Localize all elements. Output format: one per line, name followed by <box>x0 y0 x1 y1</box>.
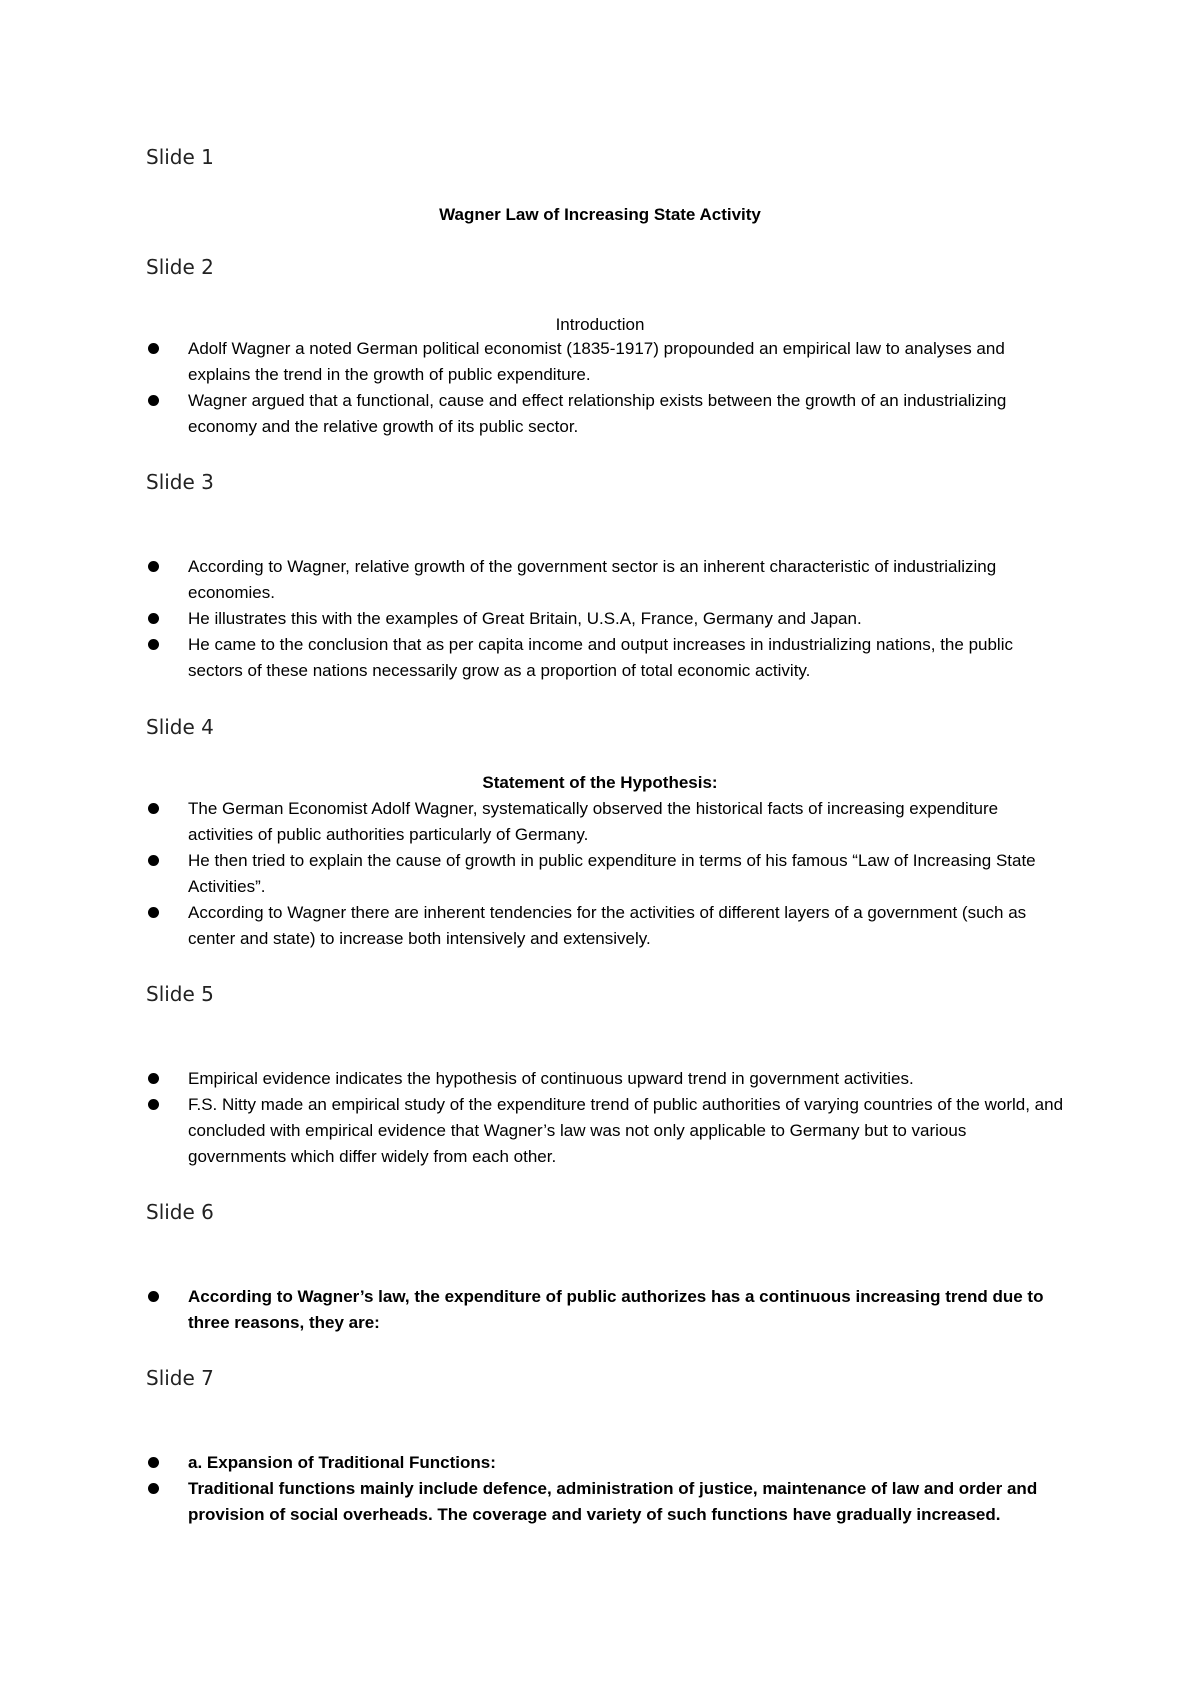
list-item <box>146 336 1066 388</box>
list-item <box>146 1092 1066 1170</box>
slide-4-label: Slide 4 <box>146 715 214 739</box>
bullet-text: a. Expansion of Traditional Functions: <box>188 1453 496 1472</box>
bullet-text: F.S. Nitty made an empirical study of the expenditure trend of public authorities of varying countries of the world, and concluded with empirical evidence that Wagner’s law was not only applicable to Germany but to various governments which differ widely from each other. <box>188 1095 1064 1166</box>
bullet-text: He then tried to explain the cause of growth in public expenditure in terms of his famous “Law of Increasing State Activities”. <box>188 851 1036 896</box>
slide-3-label: Slide 3 <box>146 470 214 494</box>
slide-7-label: Slide 7 <box>146 1366 214 1390</box>
list-item <box>146 388 1066 440</box>
bullet-icon <box>148 907 159 918</box>
bullet-text: Adolf Wagner a noted German political economist (1835-1917) propounded an empirical law to analyses and explains the trend in the growth of public expenditure. <box>188 339 1005 384</box>
bullet-icon <box>148 343 159 354</box>
bullet-icon <box>148 1073 159 1084</box>
bullet-icon <box>148 1457 159 1468</box>
slide-7-bullet-list <box>146 1450 1066 1528</box>
list-item <box>146 606 1066 632</box>
slide-2-bullet-list <box>146 336 1066 440</box>
bullet-icon <box>148 1483 159 1494</box>
list-item <box>146 554 1066 606</box>
list-item <box>146 632 1066 684</box>
list-item <box>146 900 1066 952</box>
bullet-text: Wagner argued that a functional, cause and effect relationship exists between the growth of an industrializing economy and the relative growth of its public sector. <box>188 391 1007 436</box>
list-item <box>146 796 1066 848</box>
slide-6-bullet-list <box>146 1284 1066 1336</box>
list-item <box>146 1450 1066 1476</box>
slide-4-heading: Statement of the Hypothesis: <box>482 773 718 792</box>
slide-5-bullet-list <box>146 1066 1066 1170</box>
bullet-text: According to Wagner’s law, the expenditure of public authorizes has a continuous increasing trend due to three reasons, they are: <box>188 1287 1044 1332</box>
bullet-icon <box>148 561 159 572</box>
bullet-text: Traditional functions mainly include defence, administration of justice, maintenance of law and order and provision of social overheads. The coverage and variety of such functions have gradually increased. <box>188 1479 1038 1524</box>
slide-6-label: Slide 6 <box>146 1200 214 1224</box>
slide-1-label: Slide 1 <box>146 145 214 169</box>
slide-3-bullet-list <box>146 554 1066 684</box>
bullet-icon <box>148 1099 159 1110</box>
bullet-text: According to Wagner there are inherent tendencies for the activities of different layers of a government (such as center and state) to increase both intensively and extensively. <box>188 903 1027 948</box>
slide-4-bullet-list <box>146 796 1066 952</box>
slide-5-label: Slide 5 <box>146 982 214 1006</box>
list-item <box>146 1284 1066 1336</box>
bullet-icon <box>148 1291 159 1302</box>
bullet-icon <box>148 639 159 650</box>
list-item <box>146 1066 1066 1092</box>
bullet-text: He illustrates this with the examples of Great Britain, U.S.A, France, Germany and Japan. <box>188 609 862 628</box>
slide-2-label: Slide 2 <box>146 255 214 279</box>
list-item <box>146 848 1066 900</box>
bullet-icon <box>148 395 159 406</box>
document-title: Wagner Law of Increasing State Activity <box>439 205 761 224</box>
bullet-icon <box>148 855 159 866</box>
list-item <box>146 1476 1066 1528</box>
bullet-text: The German Economist Adolf Wagner, systematically observed the historical facts of increasing expenditure activities of public authorities particularly of Germany. <box>188 799 999 844</box>
bullet-icon <box>148 803 159 814</box>
bullet-icon <box>148 613 159 624</box>
bullet-text: According to Wagner, relative growth of the government sector is an inherent characteristic of industrializing economies. <box>188 557 997 602</box>
slide-2-heading: Introduction <box>555 315 645 334</box>
bullet-text: He came to the conclusion that as per capita income and output increases in industrializing nations, the public sectors of these nations necessarily grow as a proportion of total economic activity. <box>188 635 1013 680</box>
bullet-text: Empirical evidence indicates the hypothesis of continuous upward trend in government activities. <box>188 1069 914 1088</box>
